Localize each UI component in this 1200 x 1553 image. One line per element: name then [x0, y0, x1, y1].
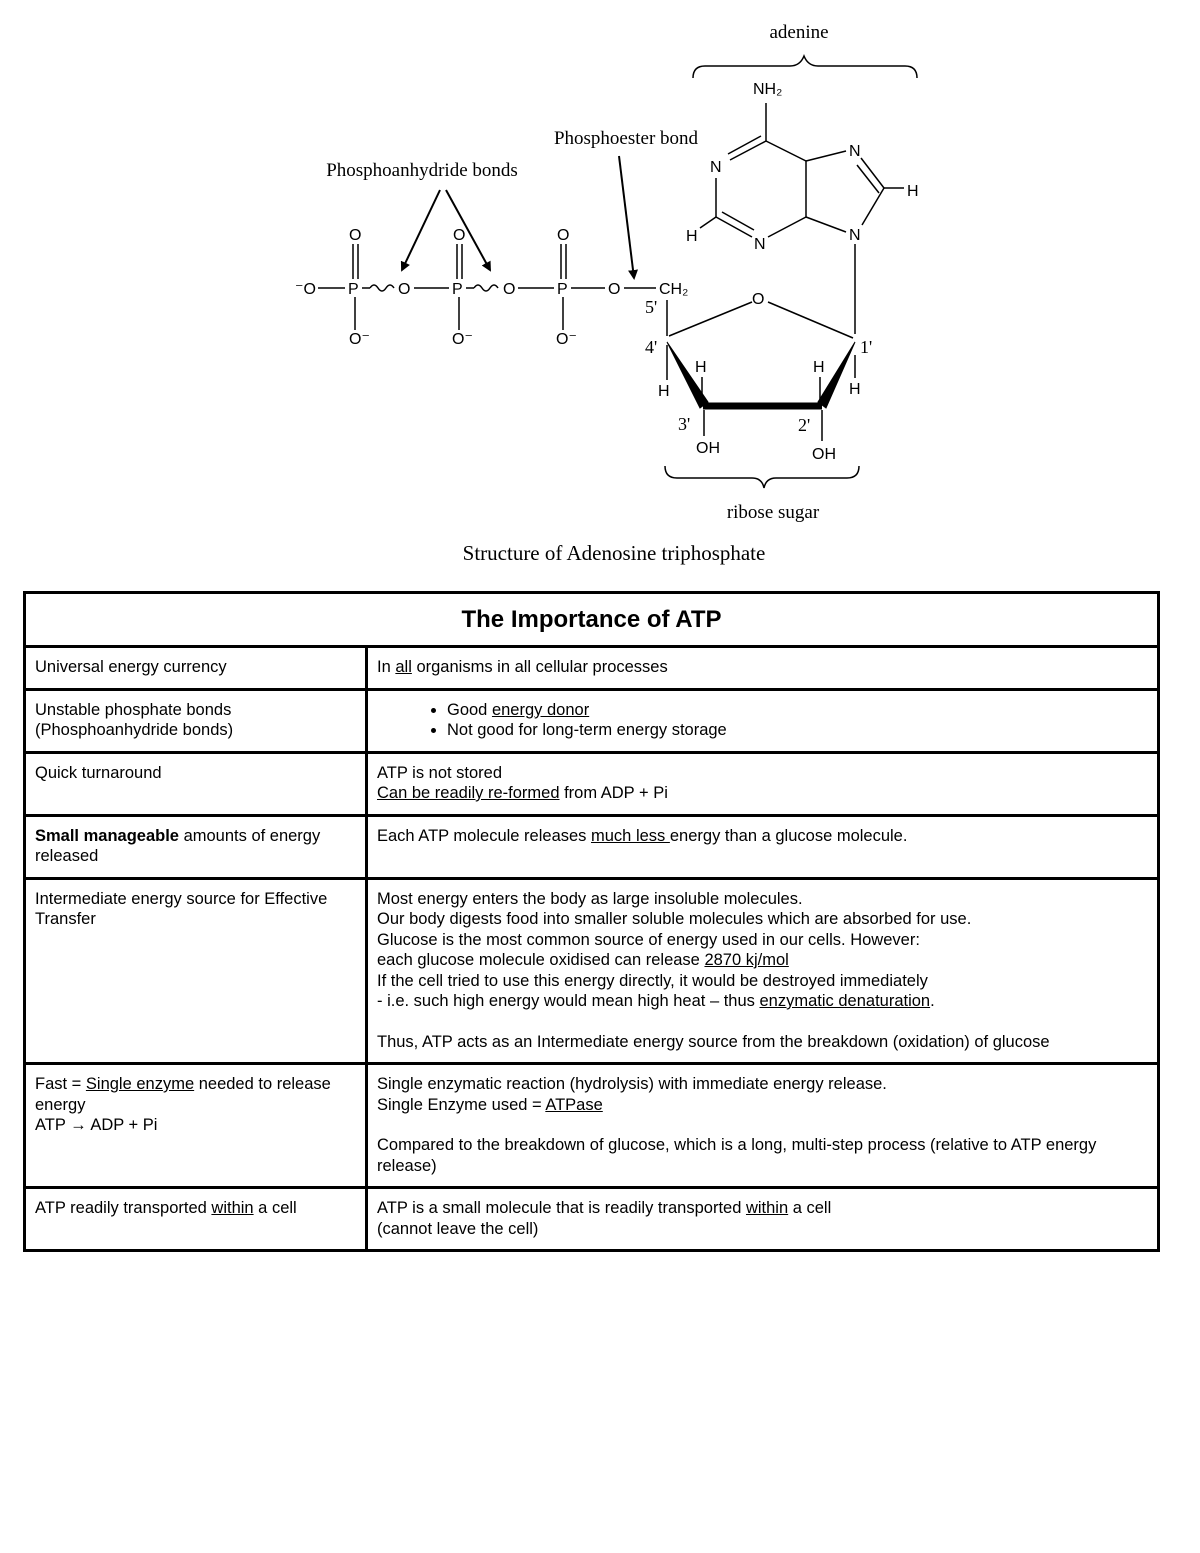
- row-label: Quick turnaround: [25, 752, 367, 815]
- bridge-oxygen-atom-1: O: [398, 281, 411, 298]
- phosphorus-atom-2: P: [452, 281, 463, 298]
- oxygen-atom-3: O: [557, 227, 570, 244]
- ribose-label: ribose sugar: [726, 502, 820, 523]
- phosphoester-label: Phosphoester bond: [553, 128, 699, 149]
- atp-structure-figure: [0, 0, 1200, 580]
- table-title: The Importance of ATP: [25, 593, 1159, 647]
- squiggle-bond-2: [474, 285, 498, 291]
- n-atom-3: N: [754, 236, 766, 253]
- ch2-group: CH₂: [659, 281, 689, 298]
- anhydride-arrow-1: [402, 190, 440, 270]
- h-atom-c8: H: [907, 183, 919, 200]
- oxygen-minus-atom-3: O⁻: [556, 331, 577, 348]
- row-detail: [367, 689, 1159, 752]
- table-row: [25, 1064, 1159, 1188]
- h-atom-c2-adenine: H: [686, 228, 698, 245]
- phosphoanhydride-label: Phosphoanhydride bonds: [326, 160, 518, 181]
- row-label: Universal energy currency: [25, 647, 367, 690]
- row-label: Intermediate energy source for Effective Transfer: [25, 878, 367, 1064]
- prime-1: 1': [860, 337, 873, 357]
- ring-oxygen-atom: O: [752, 291, 765, 308]
- table-title-row: [25, 593, 1159, 647]
- bridge-oxygen-atom-2: O: [503, 281, 516, 298]
- list-item: • Good energy donor: [447, 700, 1148, 721]
- oxygen-atom-2: O: [453, 227, 466, 244]
- n-atom-7: N: [849, 143, 861, 160]
- ester-arrow: [619, 156, 634, 278]
- adenine-label: adenine: [769, 22, 829, 43]
- h-atom-c4: H: [658, 383, 670, 400]
- list-item: • Not good for long-term energy storage: [447, 720, 1148, 741]
- row-detail: In all organisms in all cellular processes: [367, 647, 1159, 690]
- h-atom-c3: H: [695, 359, 707, 376]
- table-row: [25, 815, 1159, 878]
- adenine-brace: [693, 56, 917, 78]
- ester-oxygen-atom: O: [608, 281, 621, 298]
- phosphorus-atom-3: P: [557, 281, 568, 298]
- row-detail: Single enzymatic reaction (hydrolysis) with immediate energy release. Single Enzyme used = ATPase Compared to the breakdown of glucose, which is a long, multi-step process (relative to ATP energy release): [367, 1064, 1159, 1188]
- n-atom-9: N: [849, 227, 861, 244]
- row-detail: Most energy enters the body as large insoluble molecules. Our body digests food into smaller soluble molecules which are absorbed for use. Glucose is the most common source of energy used in our cells. However: each glucose molecule oxidised can release 2870 kj/mol If the cell tried to use this energy directly, it would be destroyed immediately - i.e. such high energy would mean high heat – thus enzymatic denaturation. Thus, ATP acts as an Intermediate energy source from the breakdown (oxidation) of glucose: [367, 878, 1159, 1064]
- table-row: [25, 647, 1159, 690]
- row-label: ATP readily transported within a cell: [25, 1188, 367, 1251]
- table-row: [25, 878, 1159, 1064]
- row-label: Small manageable amounts of energy released: [25, 815, 367, 878]
- n-atom-1: N: [710, 159, 722, 176]
- prime-3: 3': [678, 414, 691, 434]
- prime-5: 5': [645, 297, 658, 317]
- row-label: Unstable phosphate bonds (Phosphoanhydride bonds): [25, 689, 367, 752]
- oh-group-c2: OH: [812, 446, 836, 463]
- row-detail: ATP is not stored Can be readily re-formed from ADP + Pi: [367, 752, 1159, 815]
- table-row: [25, 752, 1159, 815]
- atp-importance-table: [23, 591, 1160, 1252]
- h-atom-c1: H: [849, 381, 861, 398]
- terminal-oxygen-atom: ⁻O: [295, 281, 316, 298]
- oxygen-minus-atom-2: O⁻: [452, 331, 473, 348]
- ribose-brace: [665, 466, 859, 488]
- squiggle-bond-1: [370, 285, 394, 291]
- prime-4: 4': [645, 337, 658, 357]
- phosphorus-atom-1: P: [348, 281, 359, 298]
- table-row: [25, 1188, 1159, 1251]
- prime-2: 2': [798, 415, 811, 435]
- row-detail: Each ATP molecule releases much less energy than a glucose molecule.: [367, 815, 1159, 878]
- h-atom-c2: H: [813, 359, 825, 376]
- oxygen-atom-1: O: [349, 227, 362, 244]
- figure-caption: Structure of Adenosine triphosphate: [462, 541, 766, 565]
- table-row: [25, 689, 1159, 752]
- row-label: Fast = Single enzyme needed to release energy ATP → ADP + Pi: [25, 1064, 367, 1188]
- bullet-list: [377, 700, 1148, 741]
- nh2-group: NH₂: [753, 81, 783, 98]
- row-detail: ATP is a small molecule that is readily transported within a cell (cannot leave the cell): [367, 1188, 1159, 1251]
- oh-group-c3: OH: [696, 440, 720, 457]
- oxygen-minus-atom-1: O⁻: [349, 331, 370, 348]
